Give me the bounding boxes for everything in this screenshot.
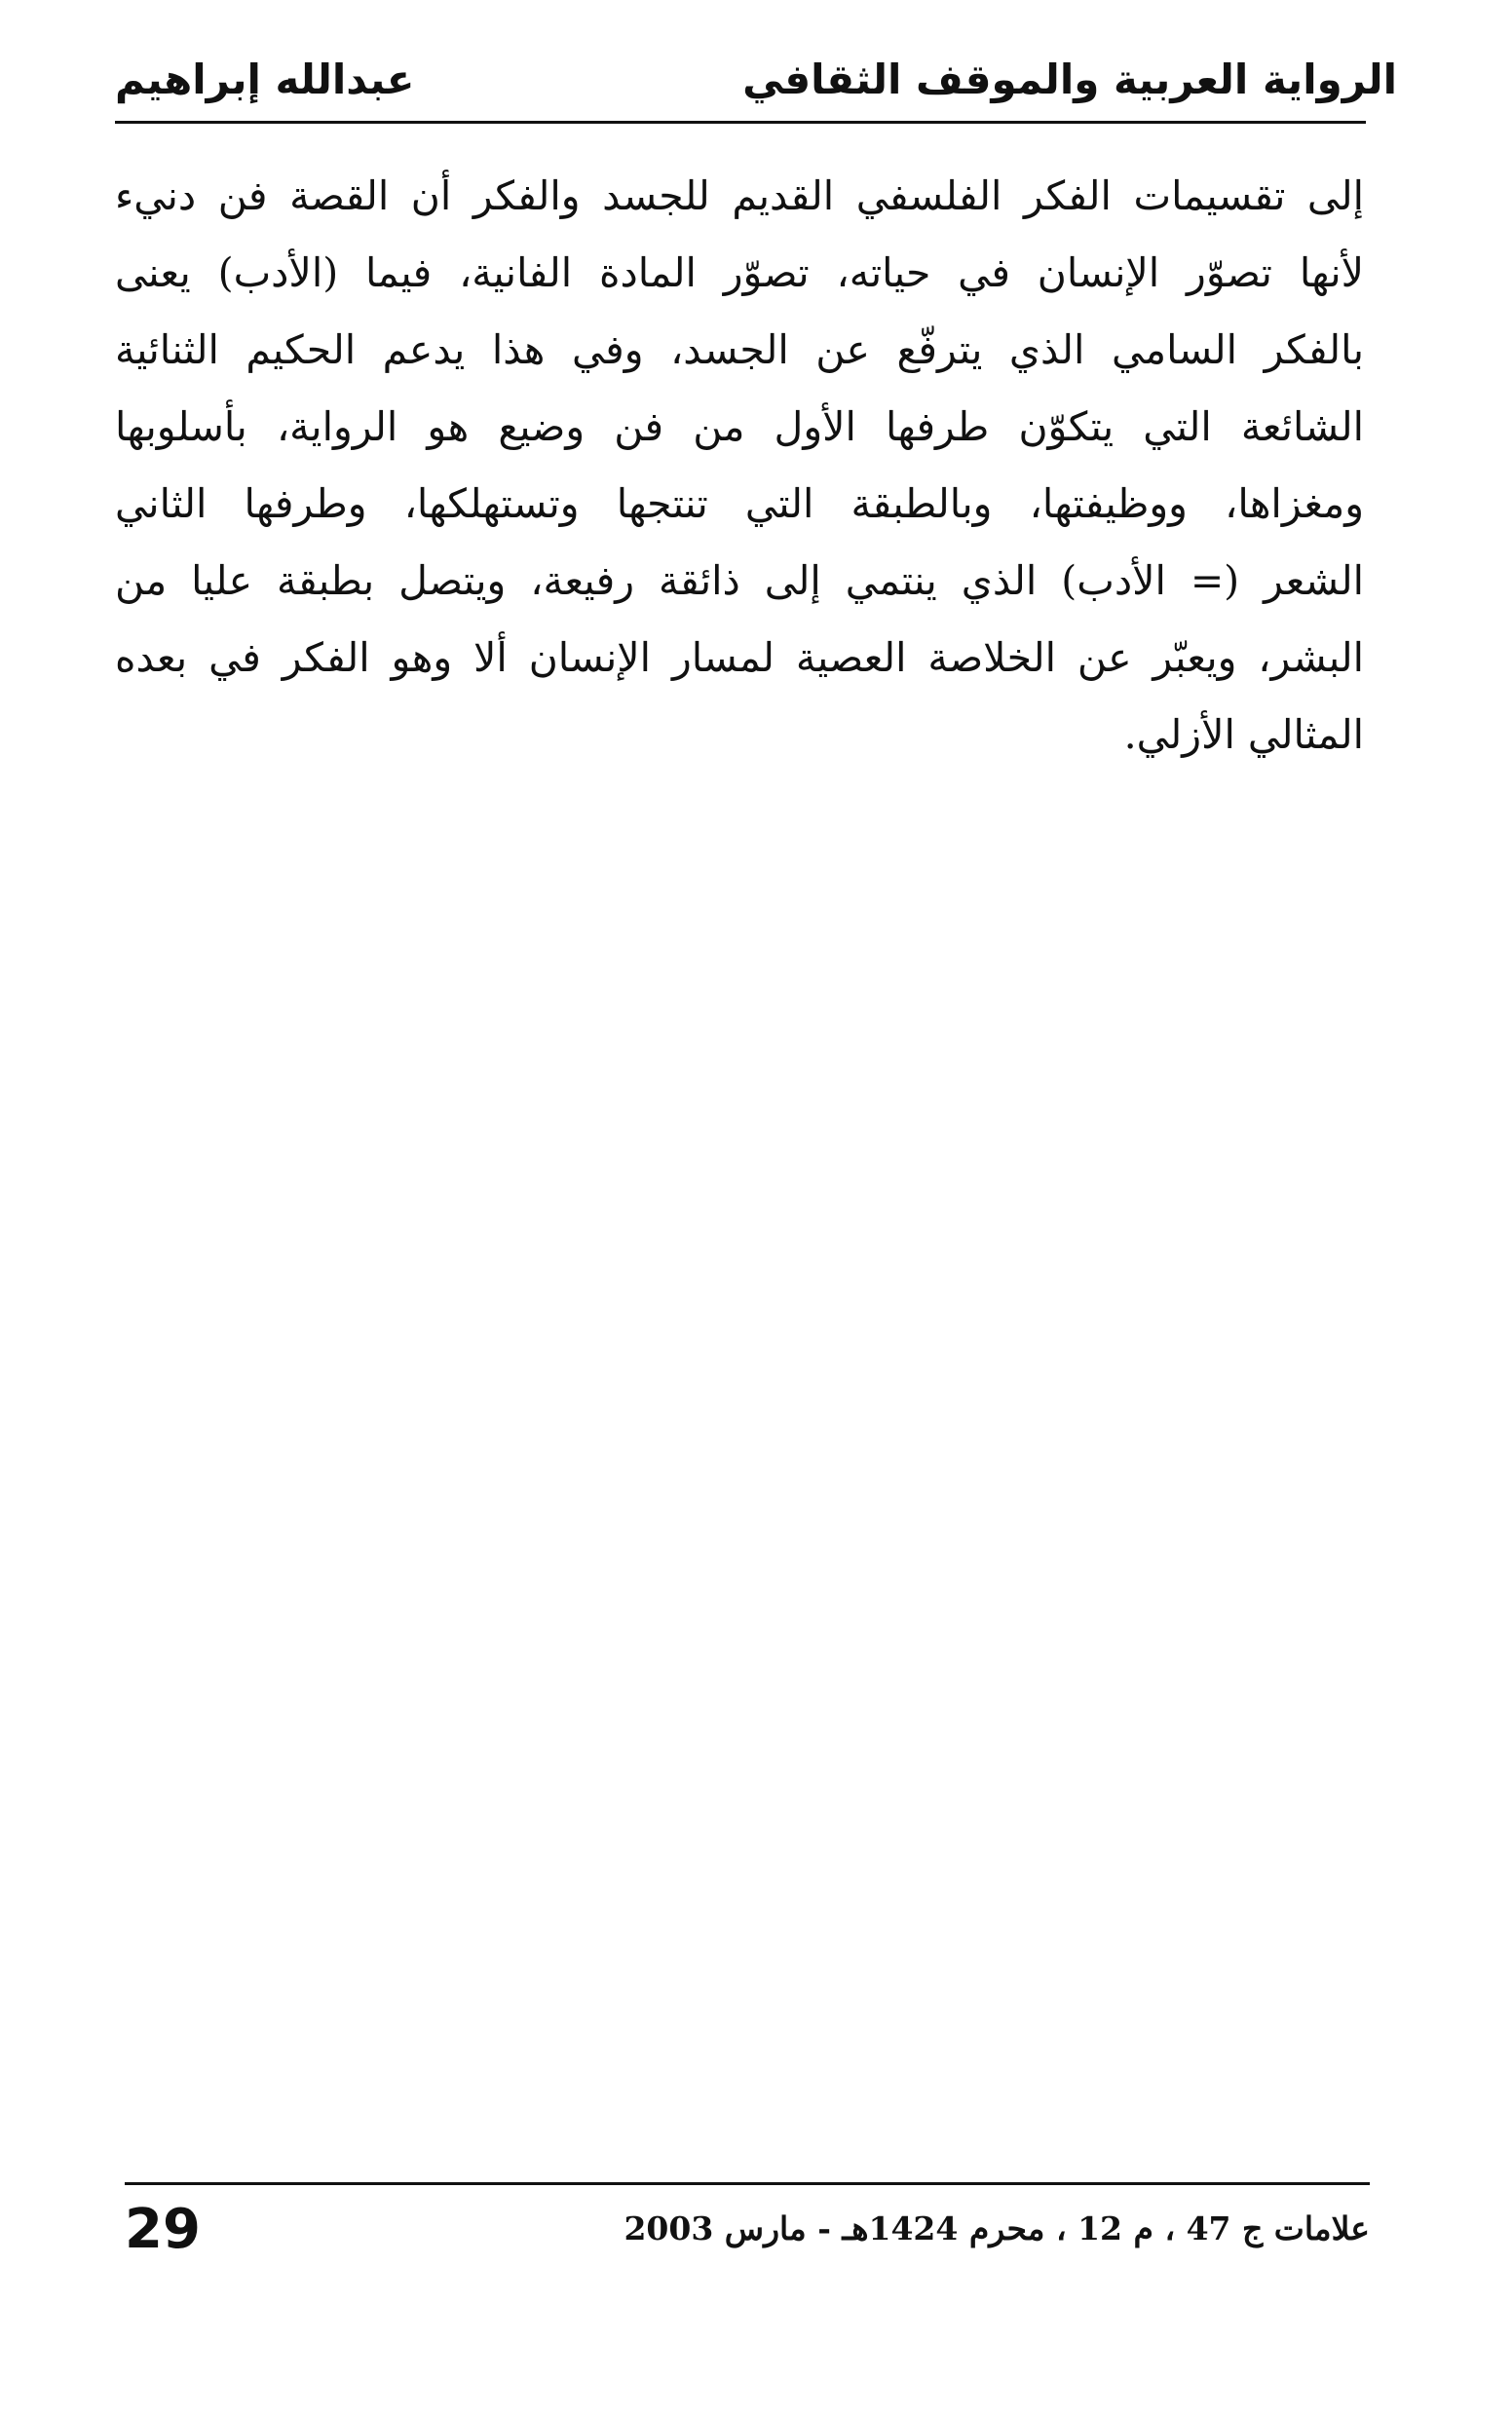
footer-divider bbox=[125, 2182, 1370, 2185]
page-number: 29 bbox=[125, 2198, 201, 2261]
text-line: لأنها تصوّر الإنسان في حياته، تصوّر المادة الفانية، فيما (الأدب) يعنى bbox=[115, 249, 1364, 296]
text-line: إلى تقسيمات الفكر الفلسفي القديم للجسد والفكر أن القصة فن دنيء bbox=[115, 172, 1364, 219]
running-author: عبدالله إبراهيم bbox=[115, 56, 415, 103]
body-paragraph bbox=[115, 158, 1364, 774]
text-line: بالفكر السامي الذي يترفّع عن الجسد، وفي هذا يدعم الحكيم الثنائية bbox=[115, 326, 1364, 373]
running-title: الرواية العربية والموقف الثقافي bbox=[742, 56, 1397, 103]
text-line: المثالي الأزلي. bbox=[1123, 711, 1364, 758]
text-line: البشر، ويعبّر عن الخلاصة العصية لمسار الإنسان ألا وهو الفكر في بعده bbox=[115, 634, 1364, 681]
header-divider bbox=[115, 121, 1366, 124]
text-line: الشائعة التي يتكوّن طرفها الأول من فن وضيع هو الرواية، بأسلوبها bbox=[115, 403, 1364, 450]
running-header bbox=[115, 51, 1397, 119]
text-line: الشعر (= الأدب) الذي ينتمي إلى ذائقة رفيعة، ويتصل بطبقة عليا من bbox=[115, 557, 1364, 604]
journal-citation: علامات ج 47 ، م 12 ، محرم 1424هـ - مارس 2003 bbox=[624, 2209, 1370, 2247]
text-line: ومغزاها، ووظيفتها، وبالطبقة التي تنتجها وتستهلكها، وطرفها الثاني bbox=[115, 480, 1364, 527]
